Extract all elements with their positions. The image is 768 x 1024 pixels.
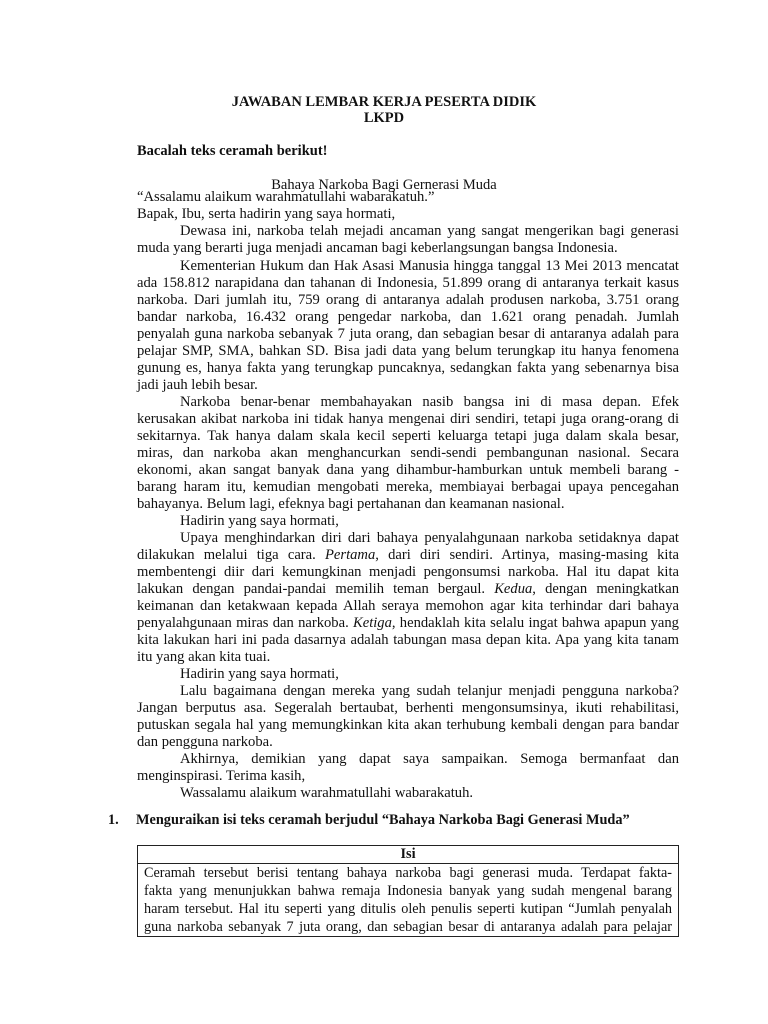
essay-line: ekonomi, akan sangat banyak dana yang dihambur-hamburkan untuk membeli barang - — [137, 462, 679, 478]
essay-line — [137, 581, 679, 598]
essay-line: pelajar SMP, SMA, bahkan SD. Bisa jadi data yang belum terungkap itu hanya fenomena — [137, 343, 679, 359]
answer-table-header: Isi — [138, 846, 679, 864]
answer-line: Ceramah tersebut berisi tentang bahaya narkoba bagi generasi muda. Terdapat fakta- — [144, 865, 672, 881]
essay-line: itu yang akan kita tuai. — [137, 649, 271, 665]
answer-line: haram tersebut. Hal itu seperti yang ditulis oleh penulis seperti kutipan “Jumlah penyalah — [144, 901, 672, 917]
essay-line: miras, dan narkoba akan menghancurkan sendi-sendi pembangunan nasional. Secara — [137, 445, 679, 461]
essay-line: sekitarnya. Tak hanya dalam skala kecil seperti keluarga tetapi juga dalam skala besar, — [137, 428, 679, 444]
instruction-text: Bacalah teks ceramah berikut! — [137, 143, 328, 159]
essay-line: muda yang berarti juga menjadi ancaman bagi keberlangsungan bangsa Indonesia. — [137, 240, 618, 256]
emphasis-text: Pertama — [325, 547, 376, 563]
essay-line: keimanan dan ketakwaan kepada Allah seraya memohon agar kita terhindar dari bahaya — [137, 598, 679, 614]
essay-line — [137, 615, 679, 632]
essay-line: Dewasa ini, narkoba telah mejadi ancaman yang sangat mengerikan bagi generasi — [180, 223, 679, 239]
answer-line: fakta yang menunjukkan bahwa remaja Indonesia banyak yang sudah mengenal barang — [144, 883, 672, 899]
essay-line: bahayanya. Belum lagi, efeknya bagi pertahanan dan keamanan nasional. — [137, 496, 565, 512]
essay-line: Jangan berputus asa. Segeralah bertaubat, berhenti mengonsumsinya, ikuti rehabilitasi, — [137, 700, 679, 716]
answer-table-cell[interactable] — [138, 864, 679, 937]
essay-line: menginspirasi. Terima kasih, — [137, 768, 306, 784]
essay-line: penyalah guna narkoba sebanyak 7 juta orang, dan sebagian besar di antaranya adalah para — [137, 326, 679, 342]
essay-line: putuskan segala hal yang memungkinkan kita akan terhubung kembali dengan para bandar — [137, 717, 679, 733]
essay-line: Lalu bagaimana dengan mereka yang sudah telanjur menjadi pengguna narkoba? — [180, 683, 679, 699]
essay-text: , dari diri sendiri. Artinya, masing-masing kita — [375, 547, 679, 563]
essay-line: narkoba. Dari jumlah itu, 759 orang di antaranya adalah produsen narkoba, 3.751 orang — [137, 292, 679, 308]
question-number: 1. — [108, 812, 119, 828]
essay-line: gunung es, hanya fakta yang terungkap puncaknya, sedangkan fakta yang sebenarnya bisa — [137, 360, 679, 376]
essay-line: “Assalamu alaikum warahmatullahi wabarakatuh.” — [137, 189, 435, 205]
essay-line: ada 158.812 narapidana dan tahanan di Indonesia, 51.899 orang di antaranya terkait kasus — [137, 275, 679, 291]
essay-line: Hadirin yang saya hormati, — [180, 666, 339, 682]
essay-line: Upaya menghindarkan diri dari bahaya penyalahgunaan narkoba setidaknya dapat — [180, 530, 679, 546]
document-title: JAWABAN LEMBAR KERJA PESERTA DIDIK — [231, 94, 537, 110]
essay-line: Bapak, Ibu, serta hadirin yang saya hormati, — [137, 206, 396, 222]
essay-text: penyalahgunaan miras dan narkoba. — [137, 615, 349, 631]
essay-line: dan pengguna narkoba. — [137, 734, 273, 750]
document-subtitle: LKPD — [363, 110, 405, 126]
essay-text: dilakukan melalui tiga cara. — [137, 547, 316, 563]
essay-line: membentengi diir dari kemungkinan menjadi pengonsumsi narkoba. Hal itu dapat kita — [137, 564, 679, 580]
essay-title: Bahaya Narkoba Bagi Gernerasi Muda — [271, 177, 497, 193]
essay-text: , dengan meningkatkan — [532, 581, 680, 597]
essay-text: , hendaklah kita selalu ingat bahwa apapun yang — [391, 615, 679, 631]
essay-line: Wassalamu alaikum warahmatullahi wabarakatuh. — [180, 785, 474, 801]
essay-line: Akhirnya, demikian yang dapat saya sampaikan. Semoga bermanfaat dan — [180, 751, 679, 767]
emphasis-text: Kedua — [494, 581, 533, 597]
essay-line: barang haram itu, kemudian mengobati mereka, membiayai berbagai upaya pencegahan — [137, 479, 679, 495]
essay-line: kita lakukan hari ini pada dasarnya adalah tabungan masa depan kita. Apa yang kita tanam — [137, 632, 679, 648]
emphasis-text: Ketiga — [352, 615, 392, 631]
essay-line: Narkoba benar-benar membahayakan nasib bangsa ini di masa depan. Efek — [180, 394, 679, 410]
question-text: Menguraikan isi teks ceramah berjudul “Bahaya Narkoba Bagi Generasi Muda” — [136, 812, 630, 828]
answer-line: guna narkoba sebanyak 7 juta orang, dan sebagian besar di antaranya adalah para pelajar — [144, 919, 672, 935]
question-1 — [108, 812, 630, 829]
essay-line — [137, 547, 679, 564]
essay-text: lakukan dengan pandai-pandai memilih teman bergaul. — [137, 581, 486, 597]
essay-line: jadi jauh lebih besar. — [137, 377, 258, 393]
essay-line: Hadirin yang saya hormati, — [180, 513, 339, 529]
essay-line: Kementerian Hukum dan Hak Asasi Manusia hingga tanggal 13 Mei 2013 mencatat — [180, 258, 679, 274]
essay-line: kerusakan akibat narkoba ini tidak hanya mengenai diri sendiri, tetapi juga orang-orang di — [137, 411, 679, 427]
essay-line: bandar narkoba, 16.432 orang pengedar narkoba, dan 1.621 orang penadah. Jumlah — [137, 309, 679, 325]
answer-table — [137, 845, 679, 937]
